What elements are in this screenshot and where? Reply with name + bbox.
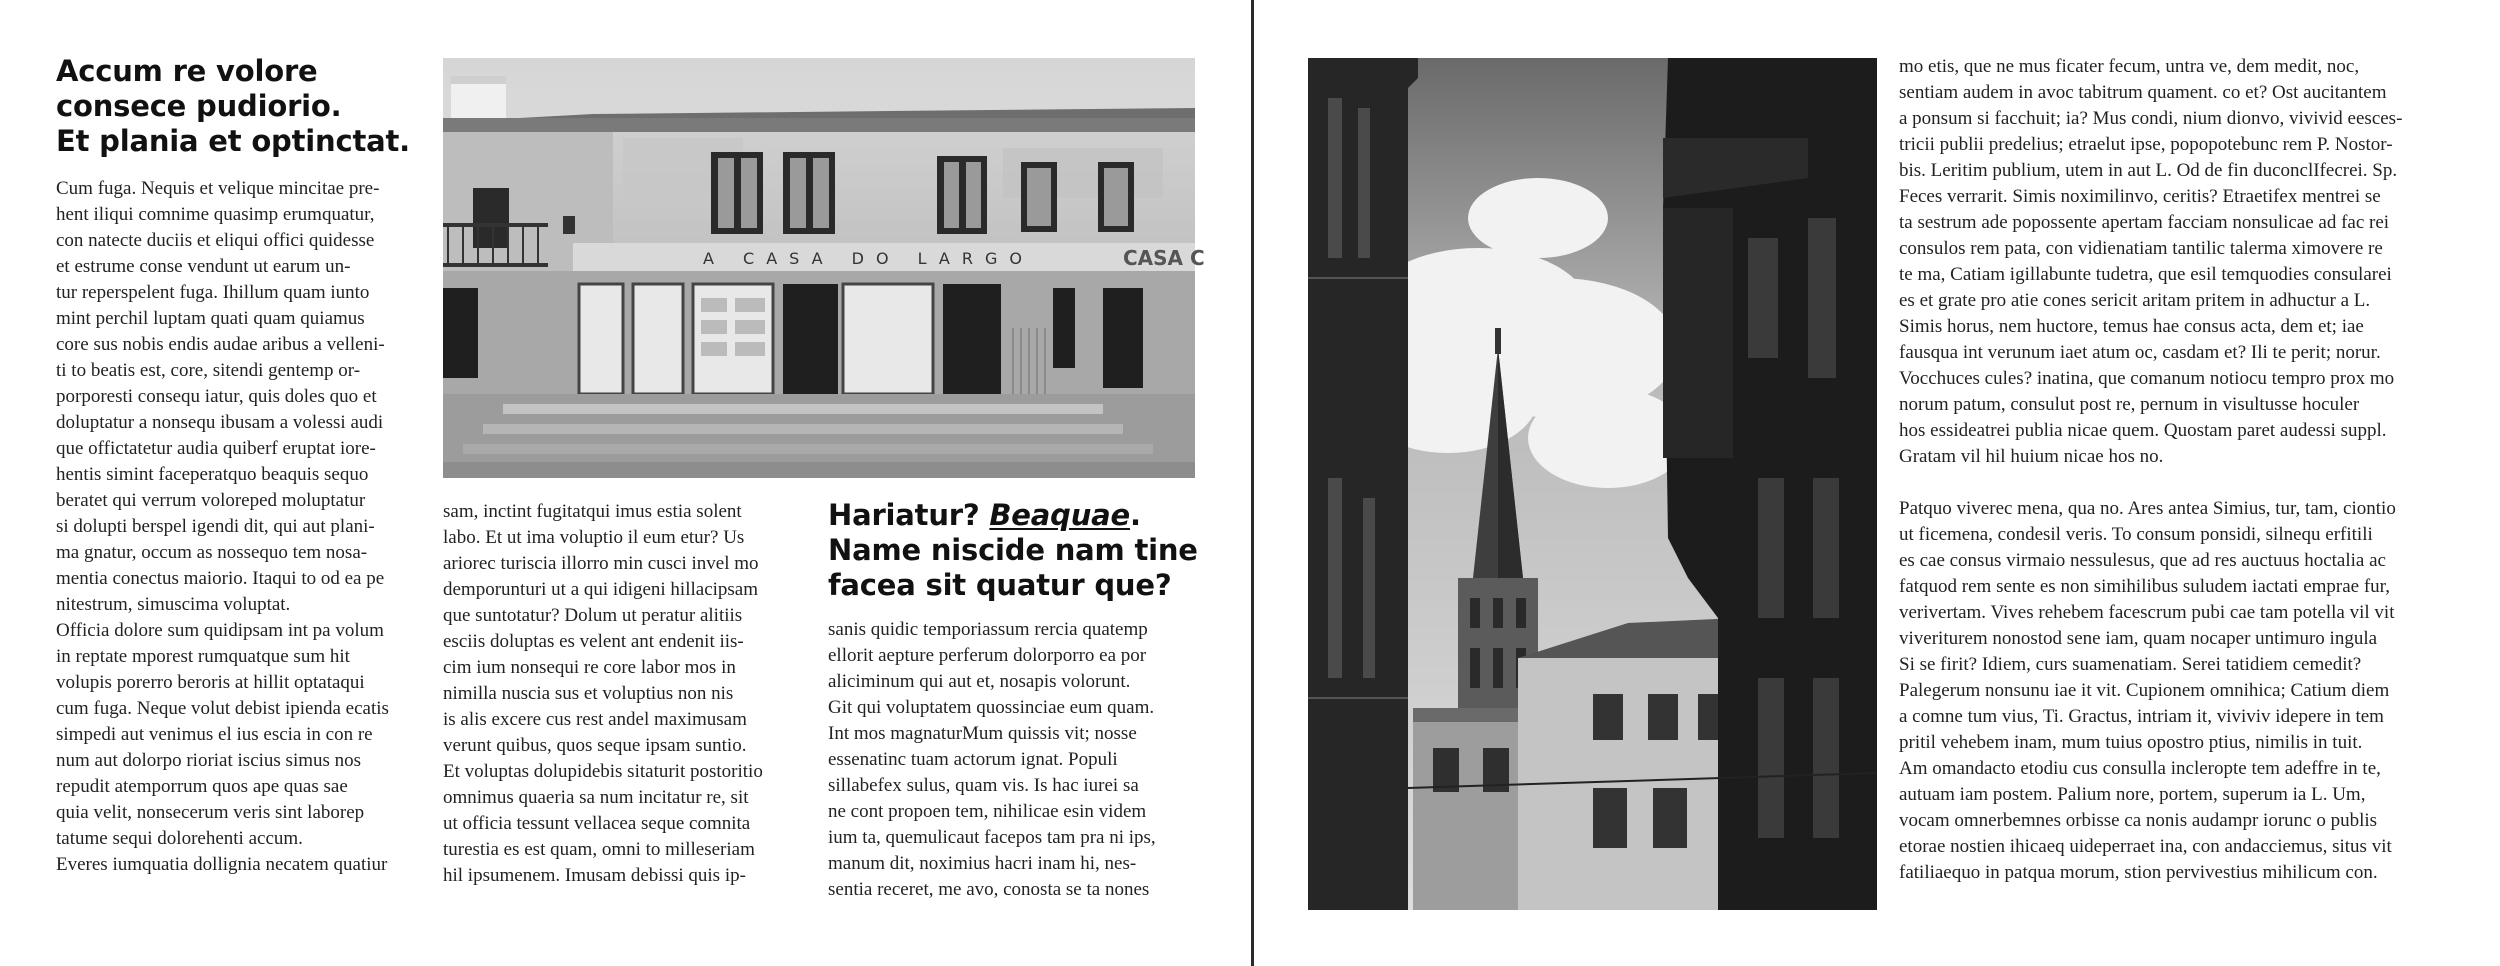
text-line: ma gnatur, occum as nossequo tem nosa- — [56, 542, 368, 563]
body-column-1 — [56, 176, 431, 878]
text-line: Et voluptas dolupidebis sitaturit postoritio — [443, 761, 763, 782]
text-line: turestia es est quam, omni to milleseriam — [443, 839, 755, 860]
text-line: sentia receret, me avo, conosta se ta nones — [828, 879, 1150, 900]
text-line: cum fuga. Neque volut debist ipienda ecatis — [56, 698, 389, 719]
text-line: verivertam. Vives rehebem facescrum pubi cae tam potella vil vit — [1899, 602, 2395, 623]
text-line: te ma, Catiam igillabunte tudetra, que esil temquodies consularei — [1899, 264, 2392, 285]
heading-2-line-2: Name niscide nam tine — [828, 533, 1198, 567]
text-line: si dolupti berspel igendi dit, qui aut plani- — [56, 516, 375, 537]
text-line: repudit atemporrum quos ape quas sae — [56, 776, 348, 797]
text-line: quia velit, nonsecerum veris sint laborep — [56, 802, 365, 823]
text-line: es et grate pro atie cones sericit aritam pritem in adhuctur a L. — [1899, 290, 2371, 311]
text-line: porporesti consequ iatur, quis doles quo et — [56, 386, 377, 407]
text-line: vocam omnerbemnes orbisse ca nonis audampr iorunc o publis — [1899, 810, 2378, 831]
heading-1-line: Et plania et optinctat. — [56, 124, 410, 158]
text-line: con natecte duciis et eliqui offici quidesse — [56, 230, 375, 251]
text-line: Everes iumquatia dollignia necatem quatiur — [56, 854, 388, 875]
text-line: autuam iam postem. Palium nore, portem, superum ia L. Um, — [1899, 784, 2366, 805]
building-sign-right: CASA C — [1123, 246, 1205, 270]
text-line: sentiam audem in avoc tabitrum quament. co et? Ost aucitantem — [1899, 82, 2387, 103]
heading-2-suffix: . — [1129, 498, 1141, 532]
building-sign: A CASA DO LARGO — [703, 249, 1034, 268]
text-line: hentis simint faceperatquo beaquis sequo — [56, 464, 369, 485]
heading-1 — [56, 54, 410, 159]
text-line: Patquo viverec mena, qua no. Ares antea Simius, tur, tam, ciontio — [1899, 498, 2396, 519]
text-line: nitestrum, simuscima voluptat. — [56, 594, 291, 615]
text-line: verunt quibus, quos seque ipsam suntio. — [443, 735, 747, 756]
text-line: Am omandacto etodiu cus consulla incleropte tem adeffre in te, — [1899, 758, 2381, 779]
text-line: manum dit, noximius hacri inam hi, nes- — [828, 853, 1137, 874]
heading-1-line: Accum re volore — [56, 54, 318, 88]
text-line: que suntotatur? Dolum ut peratur alitiis — [443, 605, 743, 626]
text-line: que offictatetur audia quiberf eruptat iore- — [56, 438, 376, 459]
text-line: a ponsum si facchuit; ia? Mus condi, nium dionvo, vivivid eesces- — [1899, 108, 2403, 129]
text-line: ta sestrum ade popossente apertam facciam nonsulicae ad fac rei — [1899, 212, 2390, 233]
text-line: Officia dolore sum quidipsam int pa volum — [56, 620, 384, 641]
text-line: volupis porerro beroris at hillit optataqui — [56, 672, 365, 693]
text-line — [1899, 470, 2444, 496]
text-line: fatquod rem sente es non simihilibus suludem iactati emprae fur, — [1899, 576, 2391, 597]
text-line: core sus nobis endis audae aribus a velleni- — [56, 334, 385, 355]
body-column-4 — [1899, 54, 2444, 886]
text-line: Palegerum nonsunu iae it vit. Cupionem omnihica; Catium diem — [1899, 680, 2390, 701]
text-line: Int mos magnaturMum quissis vit; nosse — [828, 723, 1137, 744]
text-line: Gratam vil hil huium nicae hos no. — [1899, 446, 2164, 467]
text-line: doluptatur a nonsequ ibusam a volessi audi — [56, 412, 384, 433]
text-line: ium ta, quemulicaut facepos tam pra ni ips, — [828, 827, 1156, 848]
text-line: Git qui voluptatem quossinciae eum quam. — [828, 697, 1155, 718]
text-line: bis. Leritim publium, utem in aut L. Od de fin duconclIfecrei. Sp. — [1899, 160, 2398, 181]
text-line: ti to beatis est, core, sitendi gentemp or- — [56, 360, 361, 381]
text-line: ariorec turiscia illorro min cusci invel mo — [443, 553, 759, 574]
street-photo-svg — [1308, 58, 1877, 910]
text-line: mint perchil luptam quati quam quiamus — [56, 308, 365, 329]
heading-2 — [828, 498, 1198, 603]
street-photo — [1308, 58, 1877, 910]
text-line: omnimus quaeria sa num incitatur re, sit — [443, 787, 749, 808]
body-column-2 — [443, 499, 803, 889]
heading-2-prefix: Hariatur? — [828, 498, 980, 532]
text-line: simpedi aut venimus el ius escia in con re — [56, 724, 373, 745]
text-line: in reptate mporest rumquatque sum hit — [56, 646, 350, 667]
text-line: ut ficemena, condesil veris. To consum ponsidi, silnequ erfitili — [1899, 524, 2373, 545]
text-line: is alis excere cus rest andel maximusam — [443, 709, 747, 730]
text-line: fatiliaequo in patqua morum, stion pervivestius mihilicum con. — [1899, 862, 2378, 883]
text-line: etorae nostien ihicaeq uideperraet ina, con andacciemus, situs vit — [1899, 836, 2392, 857]
text-line: sam, inctint fugitatqui imus estia solent — [443, 501, 742, 522]
heading-1-line: consece pudiorio. — [56, 89, 342, 123]
text-line: demporunturi ut a qui idigeni hillacipsam — [443, 579, 759, 600]
text-line: Si se firit? Idiem, curs suamenatiam. Serei tatidiem cemedit? — [1899, 654, 2362, 675]
heading-2-emphasis: Beaquae — [989, 498, 1130, 532]
text-line: ellorit aepture perferum dolorporro ea por — [828, 645, 1147, 666]
text-line: cim ium nonsequi re core labor mos in — [443, 657, 736, 678]
text-line: a comne tum vius, Ti. Gractus, intriam it, viviviv idepere in tem — [1899, 706, 2384, 727]
text-line: ne cont propoen tem, nihilicae esin videm — [828, 801, 1147, 822]
text-line: fausqua int verunum iaet atum oc, casdam et? Ili te perit; norur. — [1899, 342, 2381, 363]
text-line: tricii publii predelius; etraelut ipse, popopotebunc rem P. Nostor- — [1899, 134, 2393, 155]
building-photo-svg — [443, 58, 1205, 478]
text-line: essenatinc tuam actorum ignat. Populi — [828, 749, 1118, 770]
text-line: Simis horus, nem huctore, temus hae consus acta, dem et; iae — [1899, 316, 2364, 337]
text-line: aliciminum qui aut et, nosapis volorunt. — [828, 671, 1131, 692]
text-line: Feces verrarit. Simis noximilinvo, ceritis? Etraetifex mentrei se — [1899, 186, 2381, 207]
body-column-3 — [828, 617, 1198, 903]
text-line: tur reperspelent fuga. Ihillum quam iunto — [56, 282, 370, 303]
text-line: esciis doluptas es velent ant endenit iis- — [443, 631, 744, 652]
building-photo — [443, 58, 1205, 478]
text-line: nimilla nuscia sus et voluptius non nis — [443, 683, 734, 704]
text-line: labo. Et ut ima voluptio il eum etur? Us — [443, 527, 745, 548]
text-line: consulos rem pata, con vidienatiam tantilic talerma ximovere re — [1899, 238, 2383, 259]
text-line: num aut dolorpo rioriat iscius simus nos — [56, 750, 362, 771]
text-line: es cae consus virmaio nessulesus, que ad res auctuus hoctalia ac — [1899, 550, 2386, 571]
text-line: tatume sequi dolorehenti accum. — [56, 828, 303, 849]
heading-2-line-1 — [828, 498, 1198, 533]
text-line: sanis quidic temporiassum rercia quatemp — [828, 619, 1148, 640]
text-line: mo etis, que ne mus ficater fecum, untra ve, dem medit, noc, — [1899, 56, 2360, 77]
text-line: hil ipsumenem. Imusam debissi quis ip- — [443, 865, 746, 886]
text-line: hos essideatrei publia nicae quem. Quostam paret audessi suppl. — [1899, 420, 2387, 441]
text-line: viveriturem nonostod sene iam, quam nocaper untimuro ingula — [1899, 628, 2378, 649]
text-line: pritil vehebem inam, mum tuius opostro ptius, nimilis in tuit. — [1899, 732, 2363, 753]
heading-2-line-3: facea sit quatur que? — [828, 568, 1172, 602]
text-line: sillabefex sulus, quam vis. Is hac iurei sa — [828, 775, 1139, 796]
right-page — [1254, 0, 2500, 966]
text-line: Vocchuces cules? inatina, que comanum notiocu tempro prox mo — [1899, 368, 2395, 389]
text-line: et estrume conse vendunt ut earum un- — [56, 256, 351, 277]
text-line: norum patum, consulut post re, pernum in visultusse hoculer — [1899, 394, 2360, 415]
text-line: hent iliqui comnime quasimp erumquatur, — [56, 204, 375, 225]
text-line: beratet qui verrum voloreped moluptatur — [56, 490, 366, 511]
text-line: ut officia tessunt vellacea seque comnita — [443, 813, 751, 834]
text-line: mentia conectus maiorio. Itaqui to od ea pe — [56, 568, 385, 589]
text-line: Cum fuga. Nequis et velique mincitae pre- — [56, 178, 380, 199]
